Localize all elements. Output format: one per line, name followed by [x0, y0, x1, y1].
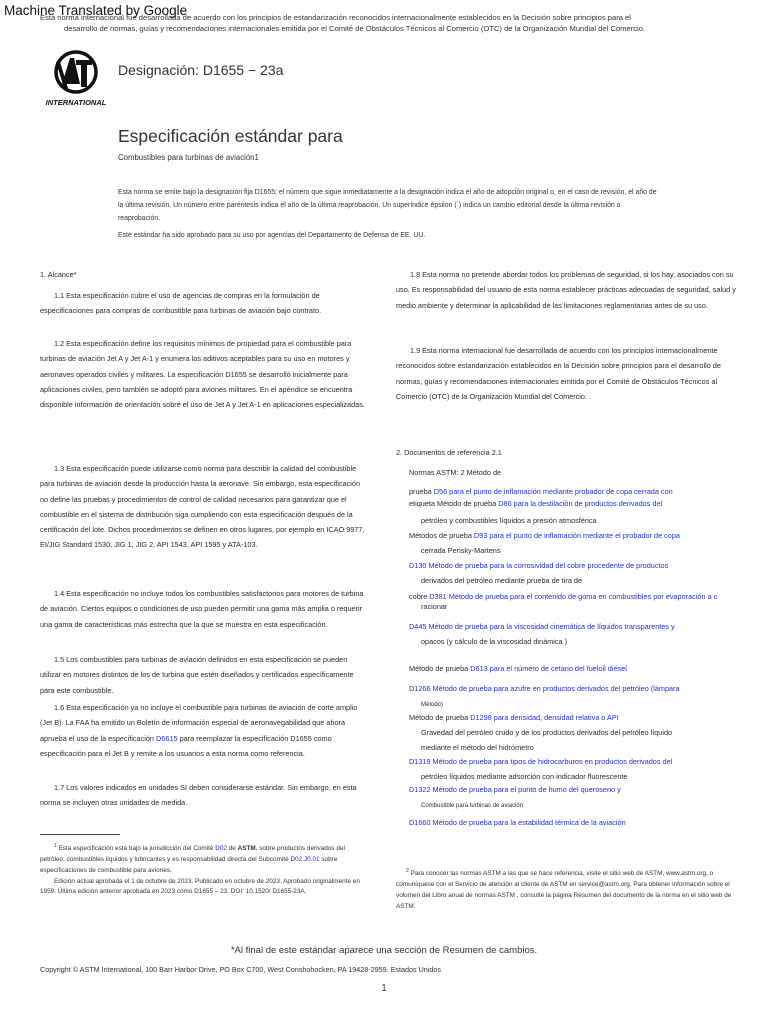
ref-prefix: Métodos de prueba [409, 531, 474, 540]
p1-6-text-b: para reemplazar la especificación D1655 como especificación para el Jet B y remite a los usuarios a esta norma como referencia. [40, 733, 332, 758]
copyright: Copyright © ASTM International, 100 Barr Harbor Drive, PO Box C700, West Conshohocken, PA 19428-2959. Estados Unidos [40, 965, 441, 974]
d1266-link[interactable]: D1266 [409, 684, 431, 693]
approval-note: Este estándar ha sido aprobado para su uso por agencias del Departamento de Defensa de EE. UU. [118, 232, 426, 239]
ref-title[interactable]: para el número de cetano del fueloil diésel [487, 664, 627, 673]
d6615-link[interactable]: D6615 [156, 733, 178, 743]
reference-item [409, 782, 621, 797]
paragraph-1-4: 1.4 Esta especificación no incluye todos los combustibles satisfactorios para motores de turbina de aviación. Ciertos equipos o condiciones de uso pueden permitir una gama más amplia o requerir una gama de características más estrecha que la que se muestra en esta especificación. [40, 589, 364, 629]
ref-title[interactable]: Método de prueba para la estabilidad térmica de la aviación [430, 818, 626, 827]
top-notice-line2: desarrollo de normas, guías y recomendaciones internacionales emitida por el Comité de Obstáculos Técnicos al Comercio (OTC) de la Organización Mundial del Comercio. [64, 24, 646, 33]
reference-item [409, 619, 675, 634]
d02j001-link[interactable]: D02.J0.01 [290, 855, 320, 863]
ref-prefix: cobre [409, 592, 430, 601]
footnote-1-marker: 1 [54, 843, 57, 849]
footnote-1-text: sobre productos derivados del petróleo, combustibles líquidos y lubricantes y es responsabilidad directa del Subcomité [40, 845, 345, 863]
top-notice [40, 12, 740, 34]
d56-link[interactable]: D56 [433, 487, 448, 496]
paragraph-1-6 [40, 700, 370, 761]
footnote-2-marker: 2 [406, 868, 409, 874]
ref-prefix: Método de prueba [409, 713, 471, 722]
summary-of-changes-note: *Al final de este estándar aparece una sección de Resumen de cambios. [230, 945, 538, 956]
d613-link[interactable]: D613 [470, 664, 488, 673]
ref-title[interactable]: Método de prueba para la viscosidad cinemática de líquidos transparentes y [426, 622, 675, 631]
footnote-2-text: Para conocer las normas ASTM a las que se hace referencia, visite el sitio web de ASTM, www.astm.org, o comuníquese con el Servicio de atención al cliente de ASTM en service@astm.org. Para obtener información sobre el volumen del Libro anual de normas ASTM , consulte la página Resumen del documento de la norma en el sitio web de ASTM. [396, 870, 732, 910]
reference-continuation[interactable]: petróleo y combustibles líquidos a presión atmosférica [421, 516, 597, 525]
paragraph-1-5: 1.5 Los combustibles para turbinas de aviación definidos en esta especificación se pueden utilizar en motores distintos de los de turbina que estén diseñados y certificados específicamente para este combustible. [40, 655, 354, 695]
ref-subtext[interactable]: Combustible para turbinas de aviación [421, 803, 524, 809]
reference-item [409, 589, 717, 604]
ref-prefix: prueba [409, 487, 434, 496]
footnote-1-text: sobre especificaciones de combustible para aviones. [40, 855, 338, 874]
d86-link[interactable]: D86 [498, 499, 512, 508]
footnote-divider [40, 834, 120, 835]
paragraph-1-3: 1.3 Esta especificación puede utilizarse como norma para describir la calidad del combustible para turbinas de aviación desde la producción hasta la aeronave. Sin embargo, esta especificación no define las pruebas y procedimientos de control de calidad necesarios para garantizar que el combustible en el sistema de distribución siga cumpliendo con esta especificación después de la certificación del lote. Dichos procedimientos se definen en otros lugares, por ejemplo en ICAO 9977, EI/JIG Standard 1530, JIG 1, JIG 2, API 1543, API 1595 y ATA-103. [40, 464, 365, 550]
reference-item [409, 528, 680, 543]
d130-link[interactable]: D130 [409, 561, 427, 570]
logo-subtext: INTERNATIONAL [45, 98, 107, 107]
reference-continuation[interactable]: petróleo líquidos mediante adsorción con indicador fluorescente [421, 772, 628, 781]
ref-title[interactable]: para el punto de inflamación mediante probador de copa cerrada con [447, 487, 673, 496]
page-title: Especificación estándar para [118, 126, 343, 146]
subtitle: Combustibles para turbinas de aviación1 [118, 153, 259, 162]
d1322-link[interactable]: D1322 [409, 785, 431, 794]
references-heading: 2. Documentos de referencia 2.1 [396, 448, 502, 457]
p1-6-text-a: 1.6 Esta especificación ya no incluye el combustible para turbinas de aviación de corte amplio (Jet B). La FAA ha emitido un Boletín de información especial de aeronavegabilidad que ahora aprueba el uso de la especificación [40, 703, 358, 743]
top-notice-line1: Esta norma internacional fue desarrollada de acuerdo con los principios de estandarización reconocidos internacionalmente establecidos en la Decisión sobre principios para el [40, 13, 631, 22]
paragraph-1-7: 1.7 Los valores indicados en unidades SI deben considerarse estándar. Sin embargo, en esta norma se incluyen otras unidades de medida. [40, 783, 357, 808]
reference-item [409, 815, 626, 830]
footnote-1-bold: ASTM. [237, 845, 258, 853]
ref-prefix: etiqueta Método de prueba [409, 499, 499, 508]
reference-continuation[interactable]: Gravedad del petróleo crudo y de los productos derivados del petróleo líquido [421, 728, 673, 737]
reference-continuation[interactable]: derivados del petróleo mediante prueba de tira de [421, 576, 583, 585]
footnote-2 [396, 866, 741, 912]
astm-logo-icon [40, 48, 112, 108]
ref-title[interactable]: para el punto de inflamación mediante el probador de copa [487, 531, 680, 540]
ref-title[interactable]: Método de prueba para el punto de humo del queroseno y [430, 785, 621, 794]
paragraph-1-2: 1.2 Esta especificación define los requisitos mínimos de propiedad para el combustible para turbinas de aviación Jet A y Jet A-1 y enumera los aditivos aceptables para su uso en motores y aeronaves operados civiles y militares. La especificación D1655 se desarrolló inicialmente para aplicaciones civiles, pero también se adoptó para aviones militares. En el apéndice se encuentra disponible información de orientación sobre el uso de Jet A y Jet A-1 en aplicaciones especializadas. [40, 339, 365, 410]
ref-prefix: Método de prueba [409, 664, 471, 673]
astm-standards-label: Normas ASTM: 2 Método de [409, 468, 502, 477]
reference-item [409, 496, 662, 511]
d93-link[interactable]: D93 [473, 531, 488, 540]
machine-translated-banner: Machine Translated by Google [4, 3, 188, 18]
ref-subtext[interactable]: Método) [421, 702, 444, 708]
reference-item [409, 710, 619, 725]
ref-title[interactable]: Método de prueba para azufre en productos derivados del petróleo (lámpara [430, 684, 680, 693]
reference-continuation[interactable]: cerrada Pensky-Martens [421, 546, 501, 555]
paragraph-1-1: 1.1 Esta especificación cubre el uso de agencias de compras en la formulación de especificaciones para compras de combustible para turbinas de aviación bajo contrato. [40, 291, 322, 316]
d1319-link[interactable]: D1319 [409, 757, 431, 766]
reference-continuation[interactable]: mediante el método del hidrómetro [421, 743, 534, 752]
footnote-1-text: Esta especificación está bajo la jurisdicción del Comité [58, 845, 216, 853]
reference-continuation[interactable]: opacos (y cálculo de la viscosidad dinámica ) [421, 637, 568, 646]
footnote-1-text: de [226, 845, 238, 853]
reference-item [409, 661, 627, 676]
scope-heading: 1. Alcance* [40, 270, 77, 279]
reference-item [409, 754, 672, 769]
page-number: 1 [381, 983, 387, 994]
reference-continuation[interactable] [421, 797, 523, 814]
d1298-link[interactable]: D1298 [470, 713, 492, 722]
footnote-1 [40, 841, 370, 898]
reference-item [409, 558, 668, 573]
d445-link[interactable]: D445 [409, 622, 427, 631]
reference-continuation[interactable]: racionar [421, 602, 448, 611]
d381-link[interactable]: D381 [429, 592, 447, 601]
designation: Designación: D1655 − 23a [118, 62, 284, 78]
ref-title[interactable]: para la destilación de productos derivados del [511, 499, 663, 508]
footnote-1-edition: Edición actual aprobada el 1 de octubre de 2023. Publicado en octubre de 2023. Aprobado originalmente en 1959. Última edición anterior aprobada en 2023 como D1655 – 23. DOI: 10.1520/ D1655-23A. [40, 877, 360, 896]
ref-title[interactable]: Método de prueba para el contenido de goma en combustibles por evaporación a c [446, 592, 718, 601]
d02-link[interactable]: D02 [215, 845, 227, 853]
paragraph-1-9: 1.9 Esta norma internacional fue desarrollada de acuerdo con los principios internacionalmente reconocidos sobre estandarización establecidos en la Decisión sobre principios para el desarrollo de normas, guías y recomendaciones internacionales emitida por el Comité de Obstáculos Técnicos al Comercio (OTC) de la Organización Mundial del Comercio. . [396, 346, 721, 401]
ref-title[interactable]: Método de prueba para la corrosividad del cobre procedente de productos [426, 561, 669, 570]
ref-title[interactable]: Método de prueba para tipos de hidrocarburos en productos derivados del [430, 757, 673, 766]
issuance-note: Esta norma se emite bajo la designación fija D1655; el número que sigue inmediatamente a la designación indica el año de adopción original o, en el caso de revisión, el año de la última revisión. Un número entre paréntesis indica el año de la última reaprobación. Un superíndice épsilon (´) indica un cambio editorial desde la última revisión o reaprobación. [118, 189, 657, 222]
d1660-link[interactable]: D1660 [409, 818, 431, 827]
ref-title[interactable]: para densidad, densidad relativa o API [491, 713, 619, 722]
reference-item [409, 681, 680, 696]
paragraph-1-8: 1.8 Esta norma no pretende abordar todos los problemas de seguridad, si los hay, asociados con su uso. Es responsabilidad del usuario de esta norma establecer prácticas adecuadas de seguridad, salud y medio ambiente y determinar la aplicabilidad de las limitaciones reglamentarias antes de su uso. [396, 270, 736, 310]
